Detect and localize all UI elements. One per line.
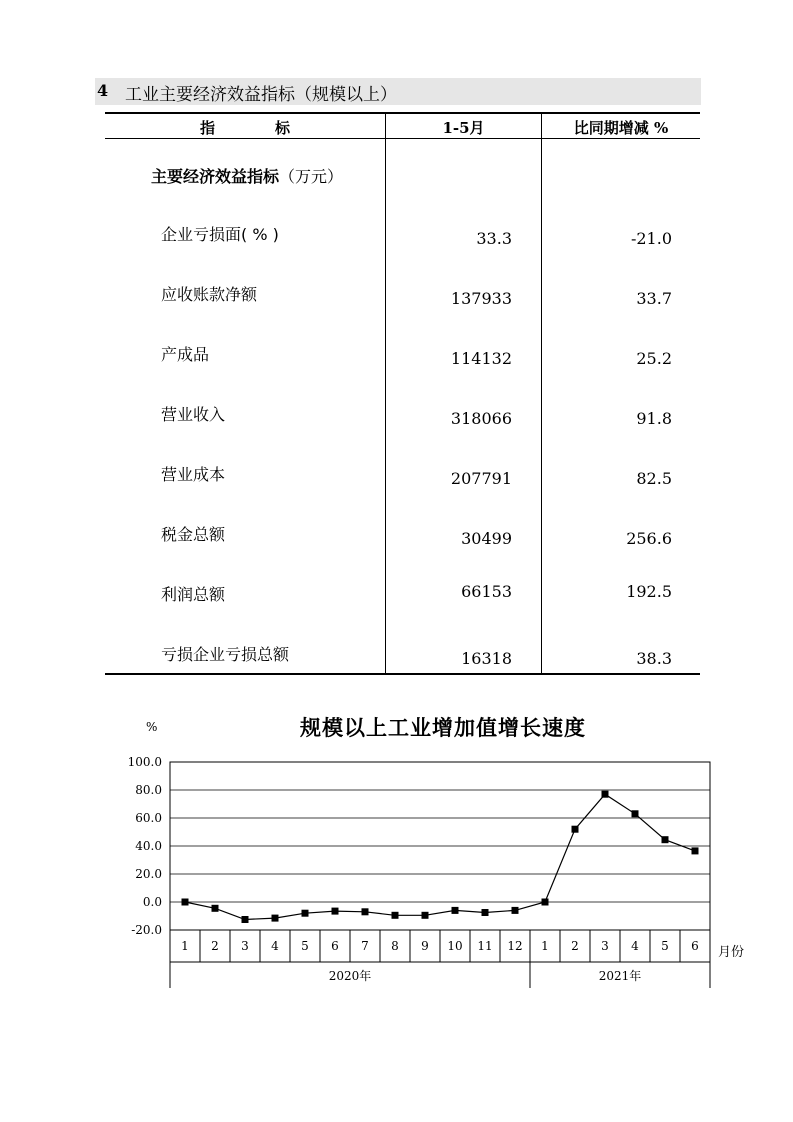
row-label: 营业收入 xyxy=(161,405,226,424)
x-axis-label: 月份 xyxy=(718,945,745,960)
data-point xyxy=(602,791,609,798)
row-value: 137933 xyxy=(450,289,512,308)
x-tick-label: 9 xyxy=(421,939,429,953)
data-point xyxy=(182,899,189,906)
row-value: 30499 xyxy=(461,529,512,548)
x-tick-label: 7 xyxy=(361,939,369,953)
x-tick-label: 3 xyxy=(241,939,249,953)
group-label-text: 主要经济效益指标 xyxy=(151,167,280,186)
x-tick-label: 8 xyxy=(391,939,399,953)
group-unit: （万元） xyxy=(279,167,344,186)
row-change: 192.5 xyxy=(626,582,672,601)
series-line xyxy=(185,794,695,919)
x-tick-label: 12 xyxy=(507,939,523,953)
data-point xyxy=(692,847,699,854)
section-header xyxy=(95,78,701,105)
y-tick-label: 60.0 xyxy=(135,811,162,825)
year-label: 2021年 xyxy=(598,969,642,983)
row-label: 企业亏损面( % ) xyxy=(161,225,279,244)
table-header-rule xyxy=(105,138,700,139)
table-bottom-rule xyxy=(105,673,700,675)
x-tick-label: 3 xyxy=(601,939,609,953)
row-value: 318066 xyxy=(450,409,512,428)
row-label: 利润总额 xyxy=(161,585,226,604)
data-point xyxy=(212,905,219,912)
x-tick-label: 1 xyxy=(181,939,189,953)
x-tick-label: 4 xyxy=(271,939,279,953)
chart-title: 规模以上工业增加值增长速度 xyxy=(300,716,586,740)
data-point xyxy=(662,836,669,843)
group-label xyxy=(151,164,343,187)
row-label: 产成品 xyxy=(161,345,210,364)
row-change: 91.8 xyxy=(636,409,672,428)
row-change: -21.0 xyxy=(630,229,672,248)
data-point xyxy=(482,909,489,916)
data-point xyxy=(632,810,639,817)
header-period: 1-5月 xyxy=(442,119,485,137)
row-label: 亏损企业亏损总额 xyxy=(161,645,290,664)
header-yoy: 比同期增减 % xyxy=(573,119,669,137)
x-tick-label: 5 xyxy=(301,939,309,953)
x-tick-label: 2 xyxy=(571,939,579,953)
y-tick-label: 20.0 xyxy=(135,867,162,881)
data-point xyxy=(362,908,369,915)
data-point xyxy=(572,826,579,833)
x-tick-label: 11 xyxy=(477,939,493,953)
y-tick-label: 80.0 xyxy=(135,783,162,797)
x-tick-label: 10 xyxy=(447,939,463,953)
chart-y-unit: % xyxy=(146,720,158,734)
data-point xyxy=(512,907,519,914)
data-point xyxy=(452,907,459,914)
row-value: 16318 xyxy=(461,649,512,668)
row-change: 33.7 xyxy=(636,289,672,308)
header-indicator: 指 标 xyxy=(199,119,290,137)
row-value: 33.3 xyxy=(476,229,512,248)
data-point xyxy=(392,912,399,919)
data-point xyxy=(422,912,429,919)
row-change: 38.3 xyxy=(636,649,672,668)
x-tick-label: 1 xyxy=(541,939,549,953)
x-tick-label: 6 xyxy=(331,939,339,953)
row-label: 税金总额 xyxy=(161,525,226,544)
y-tick-label: 100.0 xyxy=(127,755,162,769)
data-point xyxy=(272,915,279,922)
row-label: 应收账款净额 xyxy=(161,285,258,304)
table-top-rule xyxy=(105,112,700,114)
section-title: 工业主要经济效益指标（规模以上） xyxy=(125,85,397,105)
row-value: 207791 xyxy=(450,469,512,488)
section-number: 4 xyxy=(97,81,109,100)
row-change: 256.6 xyxy=(626,529,672,548)
row-value: 66153 xyxy=(461,582,512,601)
data-point xyxy=(302,910,309,917)
y-tick-label: 0.0 xyxy=(142,895,162,909)
indicator-table xyxy=(105,112,700,676)
data-point xyxy=(242,916,249,923)
y-tick-label: -20.0 xyxy=(131,923,162,937)
row-value: 114132 xyxy=(450,349,512,368)
chart-svg xyxy=(100,700,760,1010)
data-point xyxy=(542,899,549,906)
x-tick-label: 5 xyxy=(661,939,669,953)
y-tick-label: 40.0 xyxy=(135,839,162,853)
x-tick-label: 4 xyxy=(631,939,639,953)
data-point xyxy=(332,908,339,915)
x-tick-label: 2 xyxy=(211,939,219,953)
row-change: 82.5 xyxy=(636,469,672,488)
growth-chart xyxy=(100,700,760,1010)
row-label: 营业成本 xyxy=(161,465,226,484)
year-label: 2020年 xyxy=(328,969,372,983)
row-change: 25.2 xyxy=(636,349,672,368)
x-tick-label: 6 xyxy=(691,939,699,953)
